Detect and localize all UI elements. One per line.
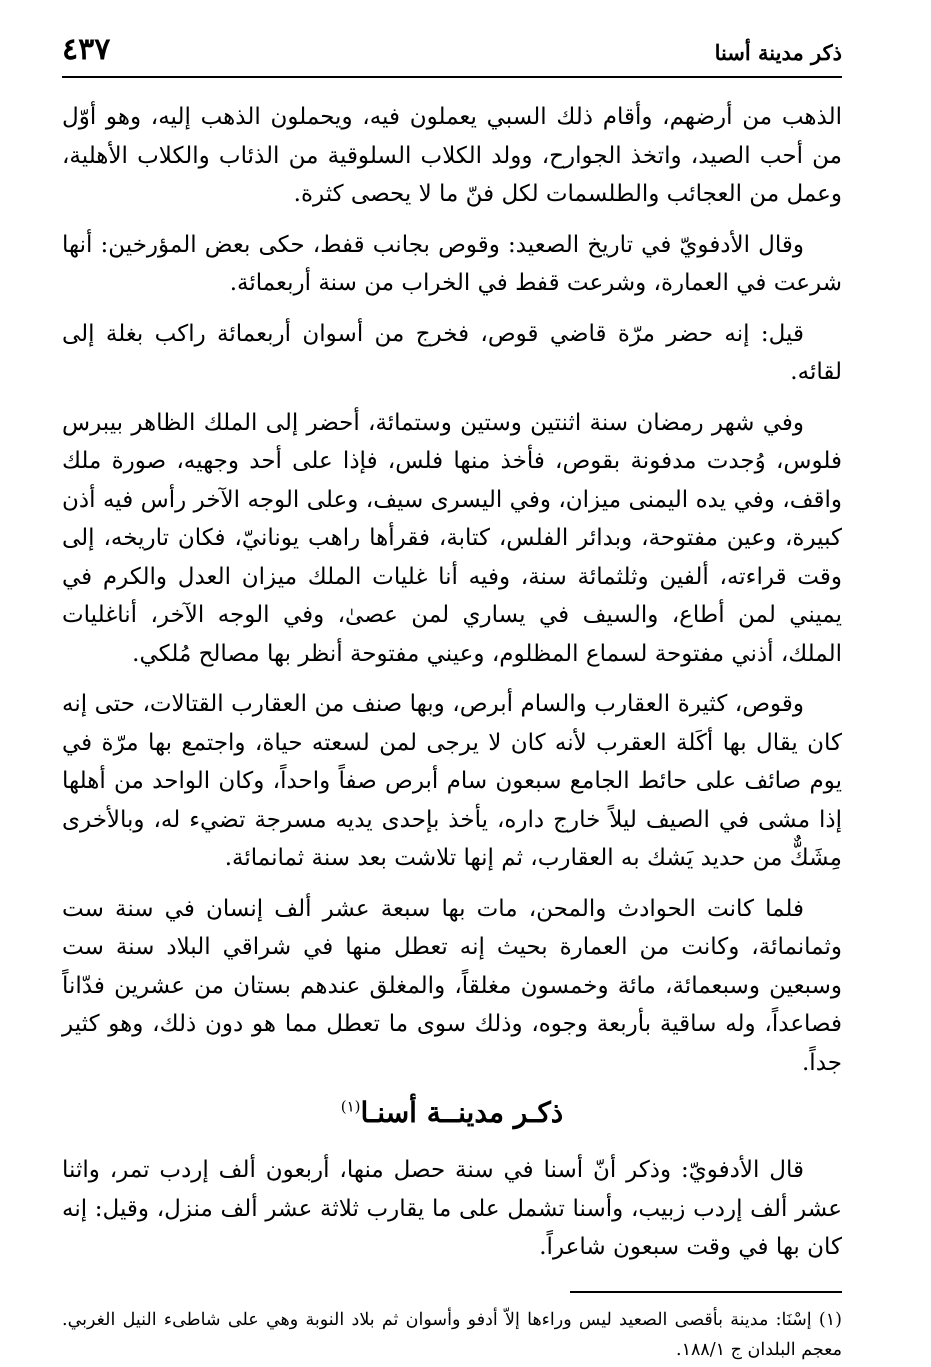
running-title: ذكر مدينة أسنا [714,40,842,65]
paragraph-3: قيل: إنه حضر مرّة قاضي قوص، فخرج من أسوان أربعمائة راكب بغلة إلى لقائه. [62,320,842,385]
section-heading-text: ذكـر مدينــة أسنـا [360,1096,564,1129]
footnote-divider [570,1291,842,1293]
paragraph-4: وفي شهر رمضان سنة اثنتين وستين وستمائة، أحضر إلى الملك الظاهر بيبرس فلوس، وُجدت مدفونة بقوص، فأخذ منها فلس، فإذا على أحد وجهيه، صورة ملك واقف، وفي يده اليمنى ميزان، وفي اليسرى سيف، وعلى الوجه الآخر رأس فيه أذن كبيرة، وعين مفتوحة، وبدائر الفلس، كتابة، فقرأها راهب يونانيّ، فكان تاريخه، إلى وقت قراءته، ألفين وثلثمائة سنة، وفيه أنا غليات الملك ميزان العدل والكرم في يميني لمن أطاع، والسيف في يساري لمن عصىٰ، وفي الوجه الآخر، أناغليات الملك، أذني مفتوحة لسماع المظلوم، وعيني مفتوحة أنظر بها مصالح مُلكي. [62,409,842,667]
page-number: ٤٣٧ [62,32,111,67]
section-paragraph-1: قال الأدفويّ: وذكر أنّ أسنا في سنة حصل منها، أربعون ألف إردب تمر، واثنا عشر ألف إردب زبيب، وأسنا تشمل على ما يقارب ثلاثة عشر ألف منزل، وقيل: إنه كان بها في وقت سبعون شاعراً. [62,1157,842,1260]
book-page [62,24,842,1365]
footnote-marker: (١) [340,1097,361,1116]
body-text [62,98,842,1267]
paragraph-5: وقوص، كثيرة العقارب والسام أبرص، وبها صنف من العقارب القتالات، حتى إنه كان يقال بها أكَلة العقرب لأنه كان لا يرجى لمن لسعته حياة، واجتمع بها مرّة في يوم صائف على حائط الجامع سبعون سام أبرص صفاً واحداً، وكان الواحد من أهلها إذا مشى في الصيف ليلاً خارج داره، يأخذ بإحدى يديه مسرجة تضيء له، وبالأخرى مِشَكٌّ من حديد يَشك به العقارب، ثم إنها تلاشت بعد سنة ثمانمائة. [62,691,842,871]
paragraph-6: فلما كانت الحوادث والمحن، مات بها سبعة عشر ألف إنسان في سنة ست وثمانمائة، وكانت من العمارة بحيث إنه تعطل منها في شراقي البلاد سنة ست وسبعين وسبعمائة، مائة وخمسون مغلقاً، والمغلق عندهم بستان من عشرين فدّاناً فصاعداً، وله ساقية بأربعة وجوه، وذلك سوى ما تعطل مما هو دون ذلك، وهو كثير جداً. [62,895,842,1076]
footnote: (١) إسْنَا: مدينة بأقصى الصعيد ليس وراءها إلاّ أدفو وأسوان ثم بلاد النوبة وهي على شاطىء النيل الغربي. معجم البلدان ج ١٨٨/١. [62,1309,842,1360]
page-header [62,24,842,78]
paragraph-2: وقال الأدفويّ في تاريخ الصعيد: وقوص بجانب قفط، حكى بعض المؤرخين: أنها شرعت في العمارة، وشرعت قفط في الخراب من سنة أربعمائة. [62,231,842,296]
section-heading [62,1096,842,1129]
paragraph-1: الذهب من أرضهم، وأقام ذلك السبي يعملون فيه، ويحملون الذهب إليه، وهو أوّل من أحب الصيد، واتخذ الجوارح، وولد الكلاب السلوقية من الذئاب والكلاب الأهلية، وعمل من العجائب والطلسمات لكل فنّ ما لا يحصى كثرة. [62,104,842,207]
